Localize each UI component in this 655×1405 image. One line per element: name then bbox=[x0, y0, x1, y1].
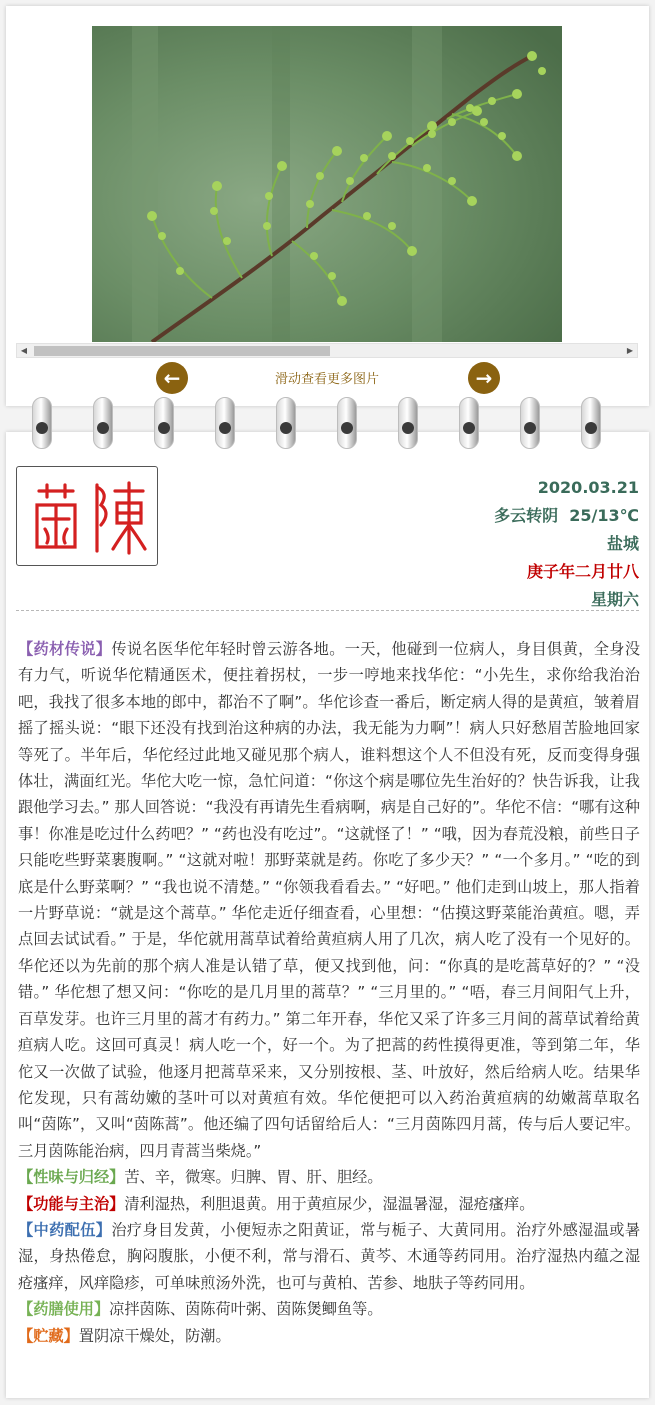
binder-ring bbox=[276, 397, 296, 449]
binder-ring bbox=[154, 397, 174, 449]
dashed-divider bbox=[16, 610, 639, 611]
binder-rings bbox=[0, 395, 655, 457]
weather-text: 多云转阴 25/13℃ bbox=[494, 506, 639, 525]
next-image-button[interactable] bbox=[468, 362, 500, 394]
lunar-date-text: 庚子年二月廿八 bbox=[526, 562, 639, 581]
binder-ring bbox=[581, 397, 601, 449]
arrow-left-icon: ← bbox=[163, 366, 181, 390]
gallery-scrollbar[interactable] bbox=[16, 343, 638, 358]
binder-ring bbox=[398, 397, 418, 449]
prev-image-button[interactable] bbox=[156, 362, 188, 394]
binder-ring bbox=[215, 397, 235, 449]
seal-stamp bbox=[16, 466, 158, 566]
section-tag: 【药材传说】 bbox=[18, 640, 112, 658]
section-tag: 【功能与主治】 bbox=[18, 1194, 125, 1213]
section-tag: 【性味与归经】 bbox=[18, 1168, 125, 1187]
section-text: 治疗身目发黄，小便短赤之阳黄证，常与栀子、大黄同用。治疗外感湿温或暑湿，身热倦怠，胸闷腹胀，小便不利，常与滑石、黄芩、木通等药同用。治疗湿热内蕴之湿疮瘙痒，风痒隐疹，可单味煎汤外洗，也可与黄柏、苦参、地肤子等药同用。 bbox=[18, 1220, 641, 1292]
herb-photo[interactable] bbox=[92, 26, 562, 342]
section-text: 苦、辛，微寒。归脾、胃、肝、胆经。 bbox=[124, 1168, 383, 1187]
image-gallery-card bbox=[6, 6, 649, 406]
section-text: 清利湿热，利胆退黄。用于黄疸尿少，湿温暑湿，湿疮瘙痒。 bbox=[124, 1194, 535, 1213]
section-nature bbox=[18, 1164, 640, 1190]
scroll-right-icon[interactable]: ▶ bbox=[626, 346, 634, 355]
section-tag: 【药膳使用】 bbox=[18, 1300, 110, 1319]
binder-ring bbox=[93, 397, 113, 449]
scrollbar-thumb[interactable] bbox=[34, 346, 330, 356]
swipe-hint-text: 滑动查看更多图片 bbox=[274, 372, 379, 387]
notebook-page bbox=[6, 432, 649, 1398]
scroll-left-icon[interactable]: ◀ bbox=[20, 346, 28, 355]
arrow-right-icon: → bbox=[475, 366, 493, 390]
section-text: 传说名医华佗年轻时曾云游各地。一天，他碰到一位病人，身目俱黄，全身没有力气，听说华佗精通医术，便拄着拐杖，一步一哼地来找华佗：“小先生，求你给我治治吧，我找了很多本地的郎中，都治不了啊”。华佗诊查一番后，断定病人得的是黄疸，皱着眉摇了摇头说：“眼下还没有找到治这种病的办法，我无能为力啊”！病人只好愁眉苦脸地回家等死了。半年后，华佗经过此地又碰见那个病人，谁料想这个人不但没有死，反而变得身强体壮，满面红光。华佗大吃一惊，急忙问道：“你这个病是哪位先生治好的？快告诉我，让我跟他学习去。” 那人回答说：“我没有再请先生看病啊，病是自己好的”。华佗不信：“哪有这种事！你准是吃过什么药吧？” “药也没有吃过”。“这就怪了！” “哦，因为春荒没粮，前些日子只能吃些野菜裹腹啊。” “这就对啦！那野菜就是药。你吃了多少天？” “一个多月。” “吃的到底是什么野菜啊？” “我也说不清楚。” “你领我看看去。” “好吧。” 他们走到山坡上，那人指着一片野草说：“就是这个蒿草。” 华佗走近仔细查看，心里想：“估摸这野菜能治黄疸。嗯，弄点回去试试看。” 于是，华佗就用蒿草试着给黄疸病人用了几次，病人吃了没有一个见好的。华佗还以为先前的那个病人准是认错了草，便又找到他，问：“你真的是吃蒿草好的？” “没错。” 华佗想了想又问：“你吃的是几月里的蒿草？” “三月里的。” “唔，春三月间阳气上升，百草发芽。也许三月里的蒿才有药力。” 第二年开春，华佗又采了许多三月间的蒿草试着给黄疸病人吃。这回可真灵！病人吃一个，好一个。为了把蒿的药性摸得更准，等到第二年，华佗又一次做了试验，他逐月把蒿草采来，又分别按根、茎、叶放好，然后给病人吃。结果华佗发现，只有蒿幼嫩的茎叶可以对黄疸有效。华佗便把可以入药治黄疸病的幼嫩蒿草取名叫“茵陈”，又叫“茵陈蒿”。他还编了四句话留给后人：“三月茵陈四月蒿，传与后人要记牢。三月茵陈能治病，四月青蒿当柴烧。” bbox=[18, 640, 641, 1160]
seal-script-logo bbox=[17, 467, 159, 567]
section-text: 置阴凉干燥处，防潮。 bbox=[78, 1326, 231, 1345]
binder-ring bbox=[32, 397, 52, 449]
binder-ring bbox=[520, 397, 540, 449]
binder-ring bbox=[337, 397, 357, 449]
section-storage bbox=[18, 1323, 640, 1349]
section-compatibility bbox=[18, 1217, 640, 1296]
artemisia-plant-image bbox=[92, 26, 562, 342]
date-text: 2020.03.21 bbox=[537, 478, 639, 497]
section-text: 凉拌茵陈、茵陈荷叶粥、茵陈煲鲫鱼等。 bbox=[109, 1300, 383, 1319]
section-tag: 【中药配伍】 bbox=[18, 1220, 112, 1239]
section-diet bbox=[18, 1296, 640, 1322]
section-legend bbox=[18, 636, 640, 1164]
article-body bbox=[18, 636, 640, 1349]
city-text: 盐城 bbox=[606, 534, 639, 553]
section-function bbox=[18, 1191, 640, 1217]
binder-ring bbox=[459, 397, 479, 449]
date-weather-panel bbox=[494, 474, 639, 614]
weekday-text: 星期六 bbox=[590, 590, 639, 609]
section-tag: 【贮藏】 bbox=[18, 1326, 79, 1345]
